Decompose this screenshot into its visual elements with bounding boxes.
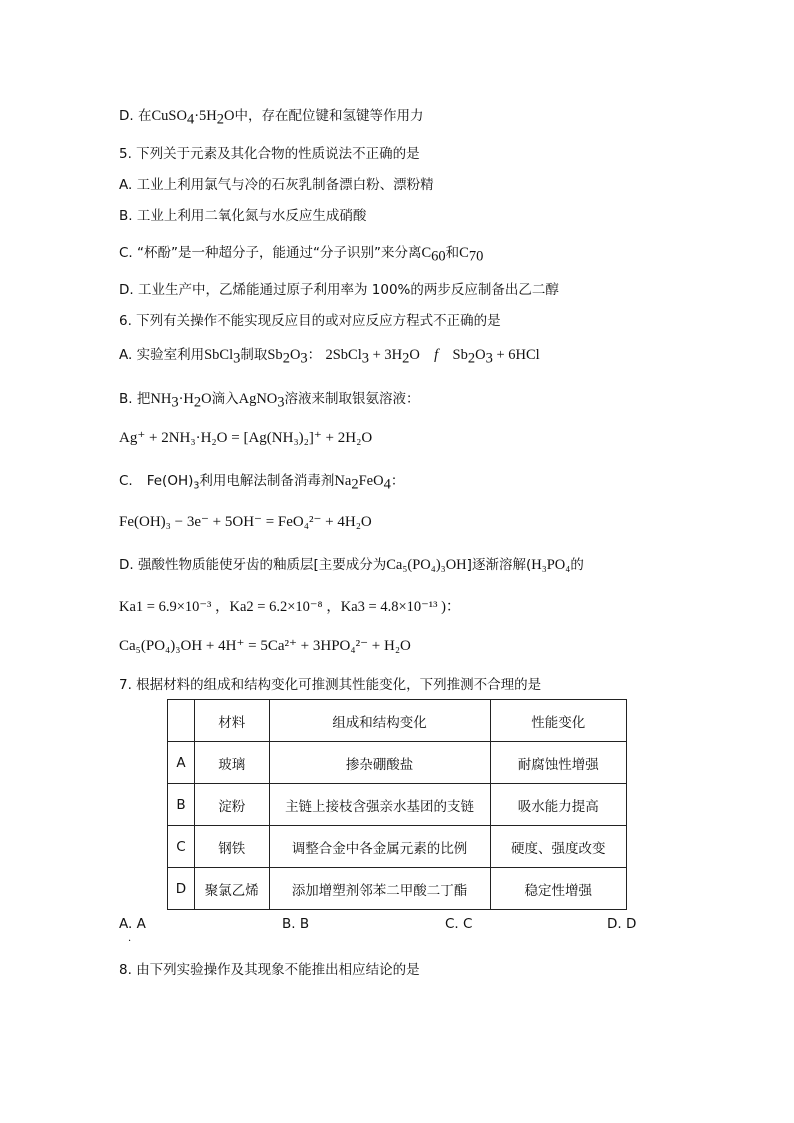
q6-b-equation: Ag⁺ + 2NH₃·H₂O = [Ag(NH₃)₂]⁺ + 2H₂O [119,430,373,446]
q6-option-d: D. 强酸性物质能使牙齿的釉质层[主要成分为Ca₅(PO₄)₃OH]逐渐溶解(H₃PO₄的 [119,557,584,573]
table-cell: A [168,742,195,784]
table-cell: C [168,826,195,868]
stray-dot-mark: · [128,936,132,947]
q5-option-b: B. 工业上利用二氧化氮与水反应生成硝酸 [119,208,367,224]
q6-stem: 6. 下列有关操作不能实现反应目的或对应反应方程式不正确的是 [119,313,501,329]
table-cell: B [168,784,195,826]
table-cell: 硬度、强度改变 [490,826,626,868]
q5-option-a: A. 工业上利用氯气与冷的石灰乳制备漂白粉、漂粉精 [119,177,434,193]
table-cell: 主链上接枝含强亲水基团的支链 [269,784,490,826]
q6-option-c: C. $Fe(OH)_3$利用电解法制备消毒剂$Na_2FeO_4$： [119,473,405,493]
table-header-cell: 性能变化 [490,700,626,742]
table-cell: 玻璃 [194,742,269,784]
table-row [168,868,627,910]
q5-stem: 5. 下列关于元素及其化合物的性质说法不正确的是 [119,146,420,162]
table-cell: 掺杂硼酸盐 [269,742,490,784]
table-cell: 钢铁 [194,826,269,868]
table-header-row [168,700,627,742]
q5-option-c: C. “杯酚”是一种超分子，能通过“分子识别”来分离$C_{60}$和$C_{70}$ [119,245,484,265]
q7-stem: 7. 根据材料的组成和结构变化可推测其性能变化，下列推测不合理的是 [119,677,542,693]
q7-option-c: C. C [445,916,473,932]
materials-table [167,699,627,910]
q7-option-b: B. B [282,916,310,932]
q6-c-equation: Fe(OH)₃ − 3e⁻ + 5OH⁻ = FeO₄²⁻ + 4H₂O [119,514,372,530]
table-header-cell [168,700,195,742]
q6-option-a: A. 实验室利用SbCl$_3$制取$Sb_2O_3$： 2SbCl$_3$ + $3H_2O$ f $Sb_2O_3 + 6HCl$ [119,347,540,367]
table-cell: D [168,868,195,910]
table-header-cell: 组成和结构变化 [269,700,490,742]
table-row [168,742,627,784]
table-cell: 聚氯乙烯 [194,868,269,910]
table-cell: 添加增塑剂邻苯二甲酸二丁酯 [269,868,490,910]
table-row [168,784,627,826]
table-cell: 淀粉 [194,784,269,826]
q7-option-a: A. A [119,916,146,932]
table-cell: 稳定性增强 [490,868,626,910]
q6-option-b: B. 把$NH_3\cdot H_2O$滴入AgNO$_3$溶液来制取银氨溶液： [119,391,420,411]
table-header-cell: 材料 [194,700,269,742]
q8-stem: 8. 由下列实验操作及其现象不能推出相应结论的是 [119,962,420,978]
table-row [168,826,627,868]
q4-option-d: D. 在$CuSO_4\cdot 5H_2O$中，存在配位键和氢键等作用力 [119,108,424,128]
table-cell: 调整合金中各金属元素的比例 [269,826,490,868]
table-cell: 耐腐蚀性增强 [490,742,626,784]
equilibrium-arrow-glyph: f [434,347,439,363]
table-cell: 吸水能力提高 [490,784,626,826]
q5-option-d: D. 工业生产中，乙烯能通过原子利用率为 100%的两步反应制备出乙二醇 [119,282,559,298]
q6-d-ka-values: Ka1 = 6.9×10⁻³ ，Ka2 = 6.2×10⁻⁸ ，Ka3 = 4.8×10⁻¹³ )： [119,599,461,615]
q6-d-equation: Ca₅(PO₄)₃OH + 4H⁺ = 5Ca²⁺ + 3HPO₄²⁻ + H₂O [119,638,411,654]
q7-option-d: D. D [607,916,637,932]
